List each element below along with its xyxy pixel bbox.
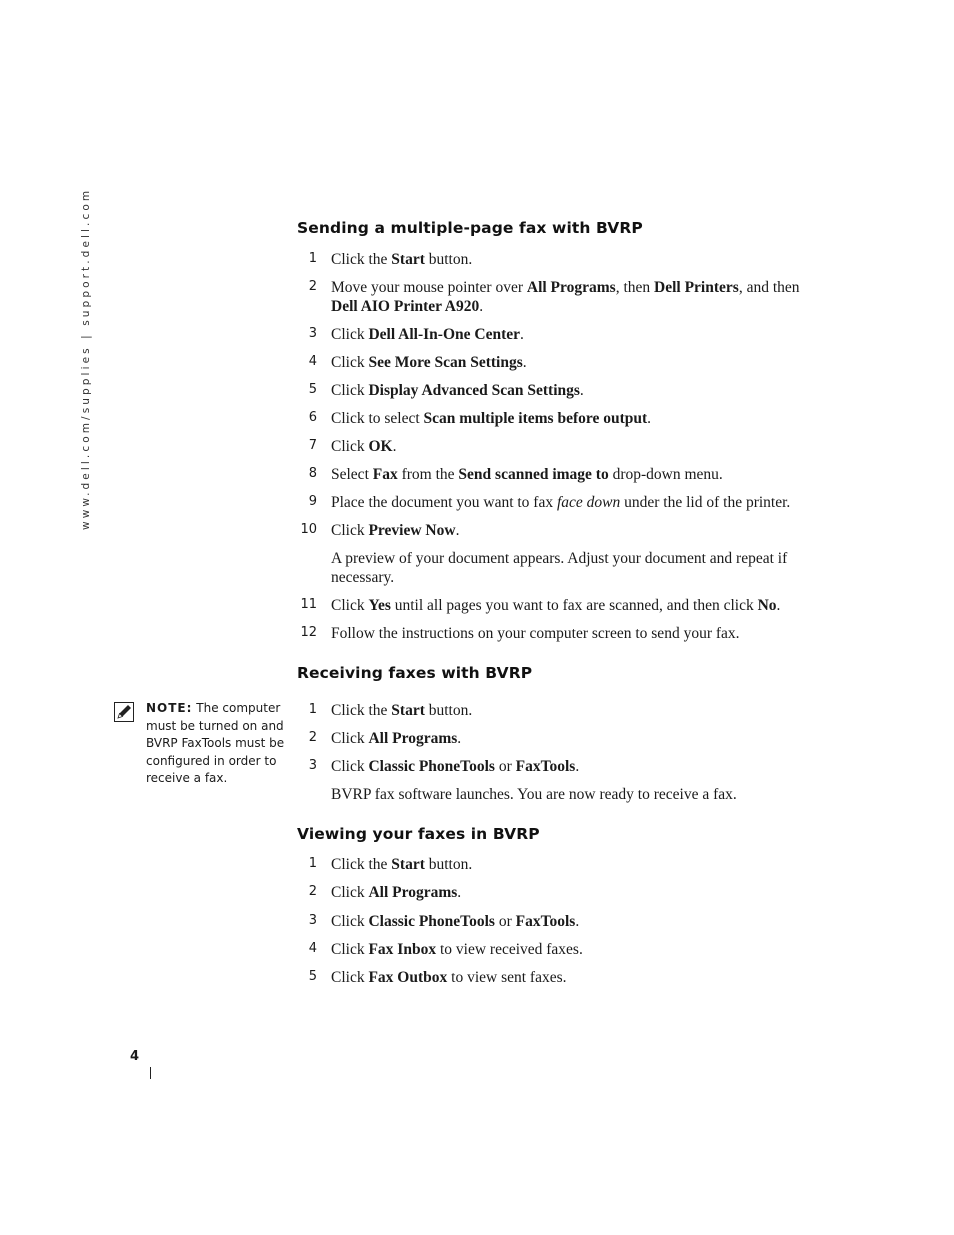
step-text: Select Fax from the Send scanned image to drop-down menu. [331, 466, 723, 483]
step-text: Click Dell All-In-One Center. [331, 326, 524, 343]
step-number: 12 [300, 625, 317, 640]
note-body: The computer must be turned on and BVRP FaxTools must be configured in order to receive a fax. [146, 701, 285, 785]
page-number: 4 [130, 1049, 140, 1064]
step-number: 9 [308, 494, 317, 509]
step-text: Click OK. [331, 438, 397, 455]
step-number: 3 [308, 758, 317, 773]
step-text: Click All Programs. [331, 884, 462, 901]
step-number: 1 [308, 702, 317, 717]
step-text: Click Yes until all pages you want to fax are scanned, and then click No. [331, 597, 781, 614]
step-text: Place the document you want to fax face down under the lid of the printer. [331, 494, 791, 511]
step-number: 5 [308, 382, 317, 397]
step-text: Click the Start button. [331, 702, 473, 719]
step-text: Click Fax Outbox to view sent faxes. [331, 969, 567, 986]
step-text: Click All Programs. [331, 730, 462, 747]
step-number: 10 [300, 522, 317, 537]
step-number: 4 [308, 941, 317, 956]
step-text: Click Classic PhoneTools or FaxTools. [331, 913, 580, 930]
step-number: 1 [308, 856, 317, 871]
page-divider [150, 1067, 151, 1079]
step-number: 2 [308, 730, 317, 745]
section-title: Sending a multiple-page fax with BVRP [297, 219, 643, 237]
step-text: Click Fax Inbox to view received faxes. [331, 941, 583, 958]
section-title: Viewing your faxes in BVRP [297, 825, 540, 843]
step-number: 7 [308, 438, 317, 453]
step-text: Click to select Scan multiple items before output. [331, 410, 652, 427]
step-number: 11 [300, 597, 317, 612]
step-text: Follow the instructions on your computer screen to send your fax. [331, 625, 740, 642]
step-number: 5 [308, 969, 317, 984]
section-viewing-faxes [297, 825, 827, 843]
step-text: Click Display Advanced Scan Settings. [331, 382, 584, 399]
step-text: Click the Start button. [331, 856, 473, 873]
step-text: Click the Start button. [331, 251, 473, 268]
pencil-note-icon [114, 702, 134, 722]
step-number: 3 [308, 326, 317, 341]
section-sending-fax [297, 219, 827, 237]
note-label: NOTE: [146, 701, 193, 715]
step-number: 2 [308, 884, 317, 899]
step-text: Click See More Scan Settings. [331, 354, 527, 371]
step-text: Click Preview Now. [331, 522, 460, 539]
step-text: Move your mouse pointer over All Programs, then Dell Printers, and then Dell AIO Printer A920. [331, 279, 800, 315]
section-receiving-faxes [297, 664, 827, 682]
note-text [146, 700, 294, 788]
step-number: 1 [308, 251, 317, 266]
step-number: 6 [308, 410, 317, 425]
step-note-paragraph: BVRP fax software launches. You are now ready to receive a fax. [331, 786, 737, 803]
step-text: Click Classic PhoneTools or FaxTools. [331, 758, 580, 775]
step-number: 4 [308, 354, 317, 369]
sidebar-url: www.dell.com/supplies | support.dell.com [80, 187, 92, 530]
section-title: Receiving faxes with BVRP [297, 664, 533, 682]
step-note-paragraph: A preview of your document appears. Adjust your document and repeat if necessary. [331, 550, 788, 586]
step-number: 2 [308, 279, 317, 294]
step-number: 3 [308, 913, 317, 928]
step-number: 8 [308, 466, 317, 481]
